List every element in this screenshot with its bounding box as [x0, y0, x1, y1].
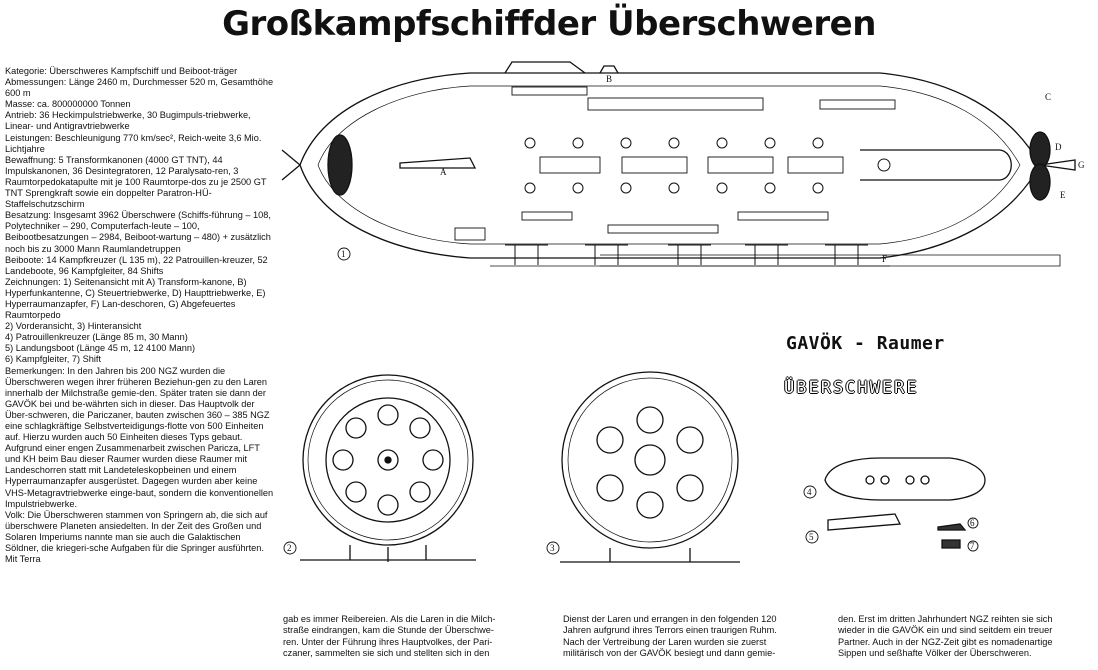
figure-label-e: E: [1060, 190, 1066, 200]
column-line: ren. Unter der Führung ihres Hauptvolkes, der Pari-: [283, 636, 493, 647]
spec-crew: Besatzung: Insgesamt 3962 Überschwere (Schiffs-führung – 108, Polytechniker – 290, Computerfach-leute – 100, Beibootbesatzungen – 2984, Beiboot-wartung – 480) + zusätzlich noch bis zu 3000 Mann Raumlandetruppen: [5, 210, 271, 254]
column-line: Sippen und seßhafte Völker der Überschweren.: [838, 648, 1032, 659]
column-line: den. Erst im dritten Jahrhundert NGZ reihten sie sich: [838, 614, 1053, 624]
column-line: straße eindrangen, kam die Stunde der Überschwe-: [283, 625, 494, 636]
spec-mass: Masse: ca. 800000000 Tonnen: [5, 99, 131, 110]
figure-label-d: D: [1055, 142, 1062, 152]
figure-label-g: G: [1078, 160, 1085, 170]
spec-drawings-5: 5) Landungsboot (Länge 45 m, 12 4100 Mann): [5, 343, 196, 354]
front-view-drawing: [284, 375, 476, 562]
landing-boat-drawing: [806, 514, 900, 543]
figure-label-7: 7: [970, 541, 975, 551]
rear-view-drawing: [547, 372, 740, 562]
figure-label-3: 3: [550, 543, 555, 553]
spec-remarks: Bemerkungen: In den Jahren bis 200 NGZ wurden die Überschweren wegen ihrer früheren Beziehun-gen zu den Laren innerhalb der Milchstraße gemie-den. Später traten sie dann der GAVÖK bei und be-währten sich in dieser. Das Hauptvolk der Über-schweren, die Pariczaner, bauten zwischen 360 – 385 NGZ eine schlagkräftige Selbstverteidigungs-flotte von 500 Einheiten auf. Hierzu wurden auch 50 Einheiten dieses Typs gebaut. Aufgrund einer engen Zusammenarbeit zwischen Paricza, LFT und KH beim Bau dieser Raumer wurden diese Raumer mit Landeschorren statt mit Landeteleskopbeinen und einem Hyperraumanzapfer ausgerüstet. Dagegen wurden aber keine VHS-Metagravtriebwerke einge-baut, sondern die konventionellen Impulstriebwerke.: [5, 365, 274, 509]
race-logo-text: ÜBERSCHWERE: [784, 378, 919, 398]
spec-propulsion: Antrieb: 36 Heckimpulstriebwerke, 30 Bugimpuls-triebwerke, Linear- und Antigravtriebwerke: [5, 110, 251, 132]
figure-label-1: 1: [341, 249, 346, 259]
spec-drawings-6: 6) Kampfgleiter, 7) Shift: [5, 354, 102, 365]
spec-drawings-2: 2) Vorderansicht, 3) Hinteransicht: [5, 321, 142, 332]
figure-label-b: B: [606, 74, 613, 84]
spec-drawings: Zeichnungen: 1) Seitenansicht mit A) Transform-kanone, B) Hyperfunkantenne, C) Steuertriebwerke, D) Haupttriebwerke, E) Hyperraumanzapfer, F) Lan-deschoren, G) Abgefeuertes Raumtorpedo: [5, 276, 266, 321]
spec-armament: Bewaffnung: 5 Transformkanonen (4000 GT TNT), 44 Impulskanonen, 36 Desintegratoren, 12 Paralysato-ren, 3 Raumtorpedokatapulte mit je 100 Raumtorpe-dos zu je 2500 GT TNT Sprengkraft sowie ein doppelter Paratron-HÜ-Staffelschutzschirm: [5, 154, 267, 210]
spec-performance: Leistungen: Beschleunigung 770 km/sec², Reich-weite 3,6 Mio. Lichtjahre: [5, 132, 262, 154]
column-line: militärisch von der GAVÖK besiegt und dann gemie-: [563, 648, 776, 659]
gavok-logo-text: GAVÖK - Raumer: [786, 333, 945, 354]
figure-label-a: A: [440, 167, 447, 177]
column-line: gab es immer Reibereien. Als die Laren in die Milch-: [283, 614, 496, 624]
page-title: Großkampfschiffder Überschweren: [222, 4, 876, 44]
column-line: Dienst der Laren und errangen in den folgenden 120: [563, 614, 777, 624]
cruiser-drawing: [804, 458, 985, 500]
column-line: Partner. Auch in der NGZ-Zeit gibt es nomadenartige: [838, 636, 1053, 647]
figure-label-2: 2: [287, 543, 292, 553]
spec-people: Volk: Die Überschweren stammen von Springern ab, die sich auf überschwere Planeten ansiedelten. In der Zeit des Großen und Solaren Imperiums nannte man sie auch die Galaktischen Söldner, die kriegeri-sche Aufgaben für die Springer ausführten. Mit Terra: [5, 509, 268, 565]
spec-auxiliary-craft: Beiboote: 14 Kampfkreuzer (L 135 m), 22 Patrouillen-kreuzer, 52 Landeboote, 96 Kampfgleiter, 84 Shifts: [5, 254, 268, 276]
column-line: czaner, sammelten sie sich und stellten sich in den: [283, 648, 490, 659]
figure-label-5: 5: [809, 532, 814, 542]
figure-label-6: 6: [970, 518, 975, 528]
side-view-drawing: [282, 62, 1075, 266]
figure-label-f: F: [882, 254, 888, 264]
column-line: Jahren aufgrund ihres Terrors einen traurigen Ruhm.: [563, 625, 777, 636]
column-line: wieder in die GAVÖK ein und sind seitdem ein treuer: [838, 625, 1053, 636]
spec-category: Kategorie: Überschweres Kampfschiff und Beiboot-träger: [5, 66, 238, 76]
figure-label-c: C: [1045, 92, 1052, 102]
figure-label-4: 4: [807, 487, 812, 497]
column-line: Nach der Vertreibung der Laren wurden sie zuerst: [563, 636, 767, 647]
spec-drawings-4: 4) Patrouillenkreuzer (Länge 85 m, 30 Mann): [5, 332, 188, 343]
spec-dimensions: Abmessungen: Länge 2460 m, Durchmesser 520 m, Gesamthöhe 600 m: [5, 77, 274, 99]
